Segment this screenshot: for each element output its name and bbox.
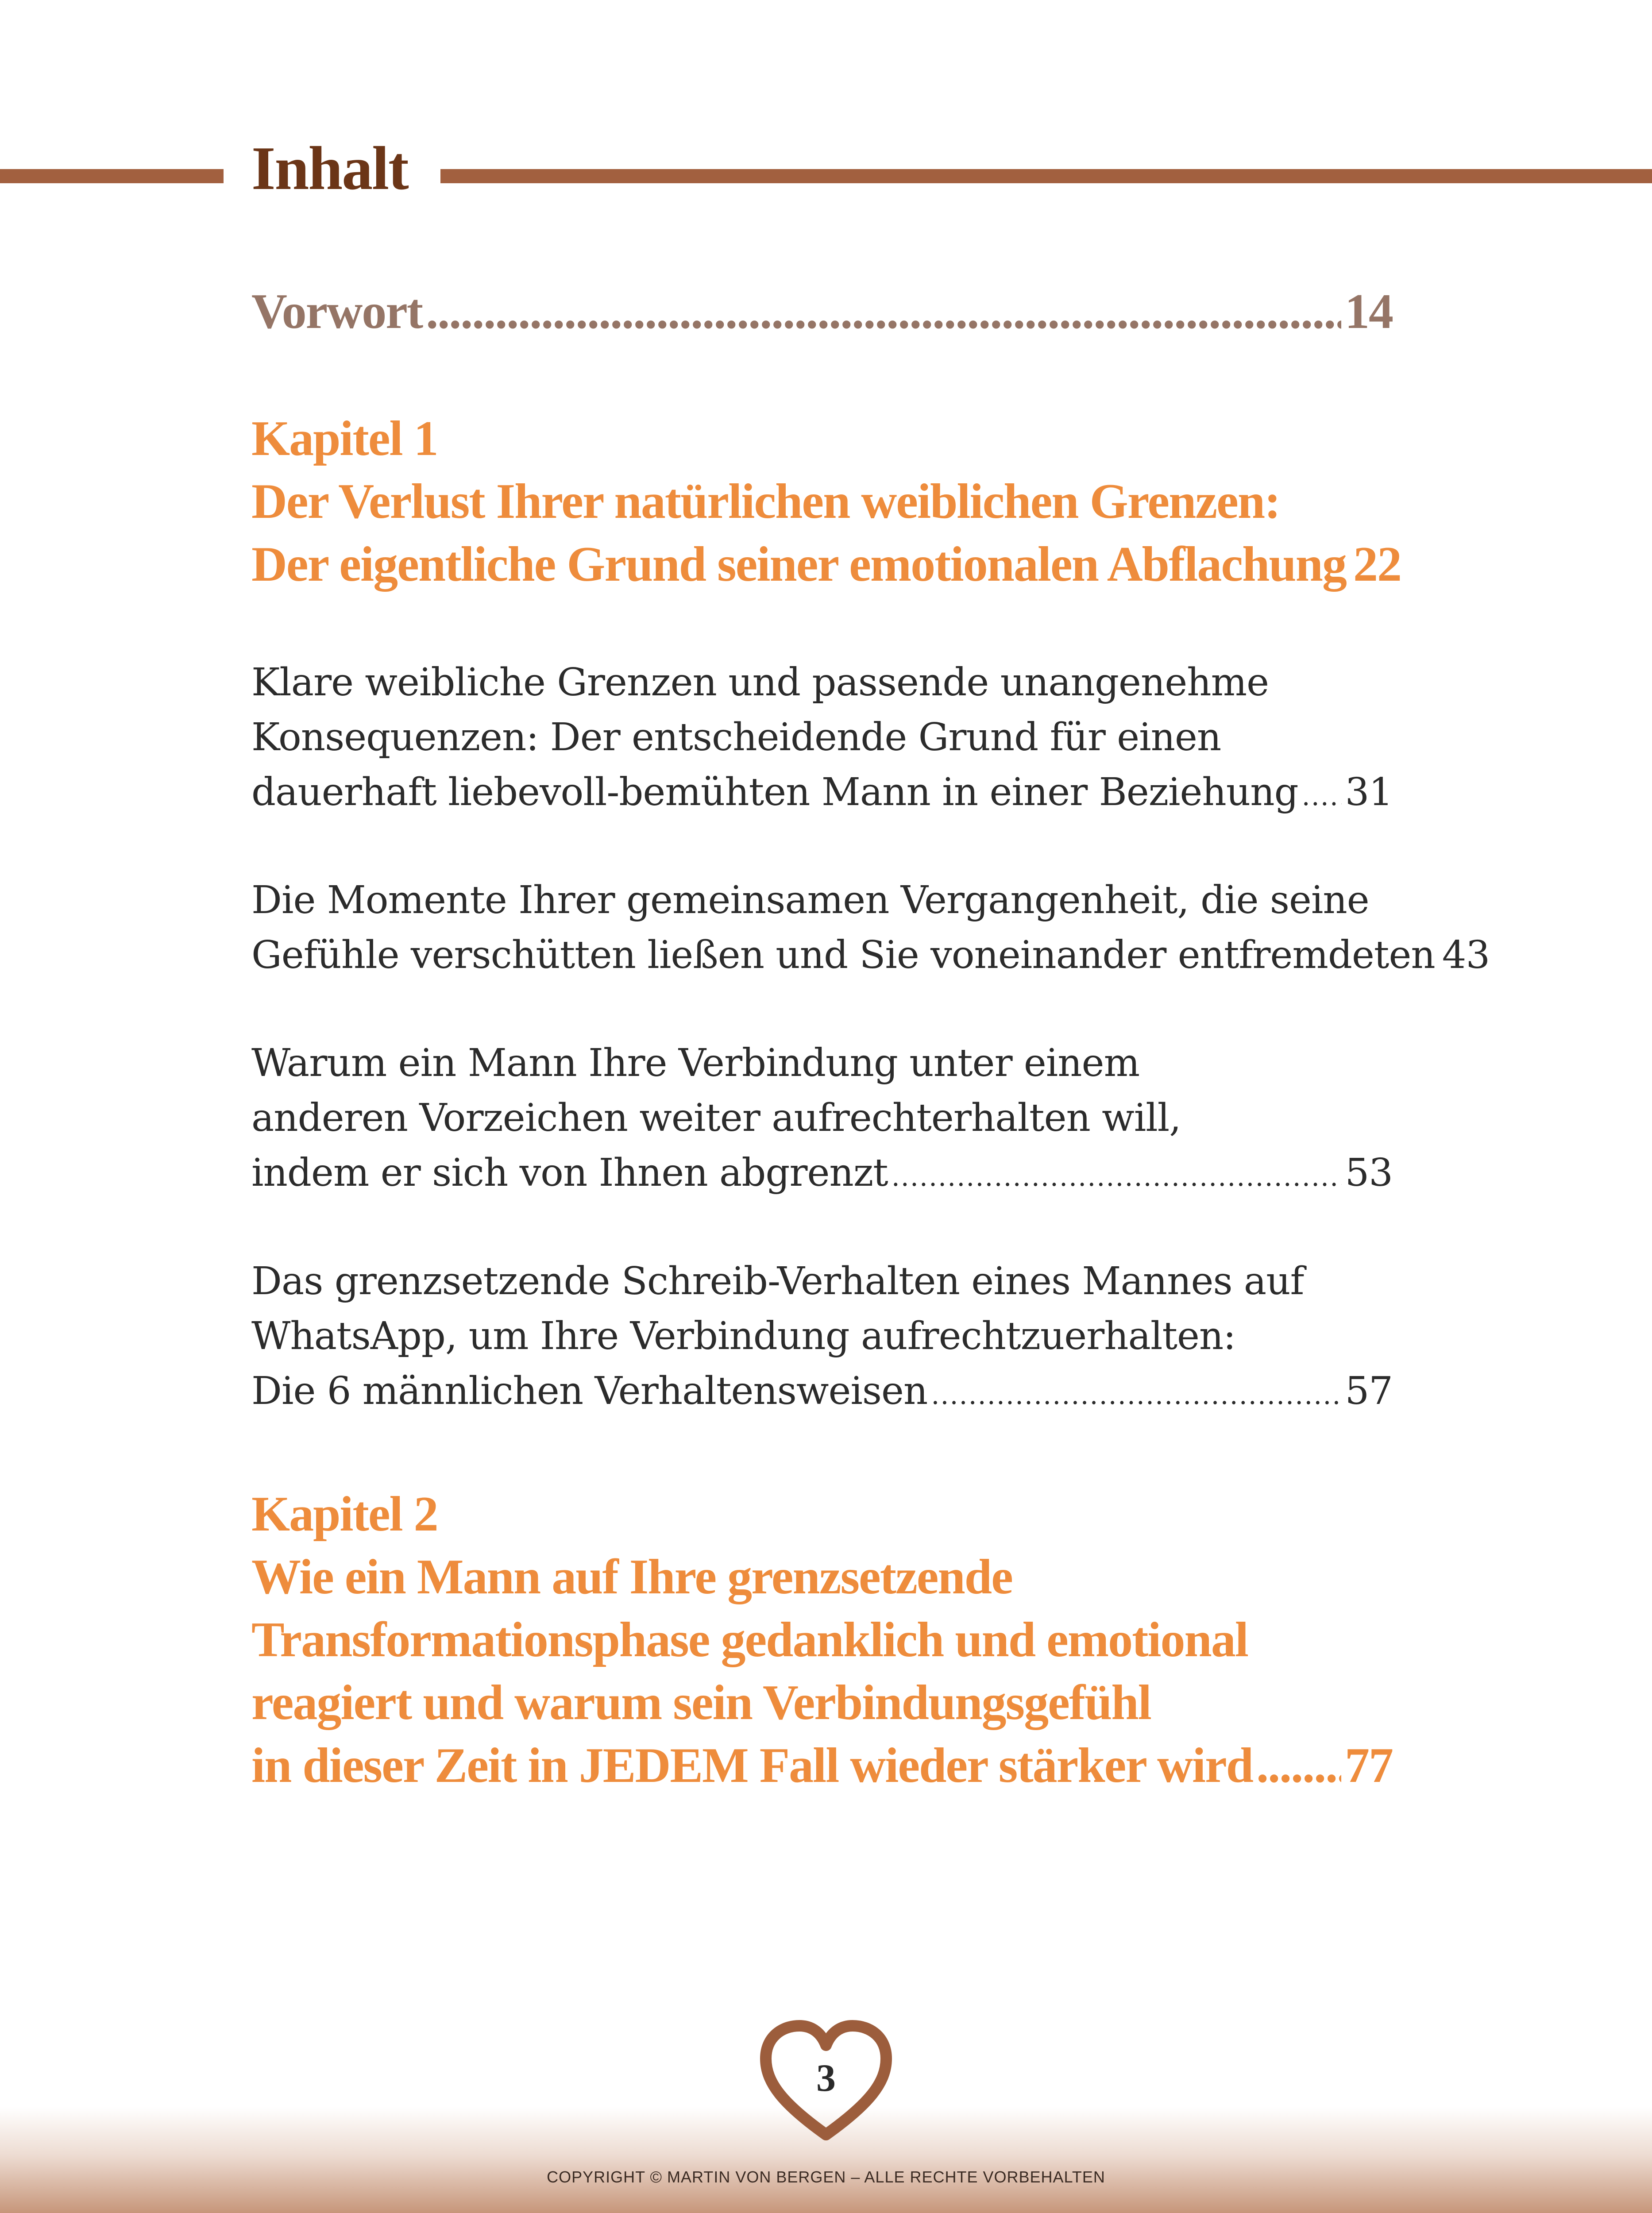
toc-page-number: 43 (1442, 933, 1490, 977)
toc-entry-line: Warum ein Mann Ihre Verbindung unter einem (251, 1041, 1140, 1085)
dot-leader (1256, 1734, 1341, 1797)
toc-entry-line: indem er sich von Ihnen abgrenzt (251, 1151, 888, 1195)
copyright-notice: COPYRIGHT © MARTIN VON BERGEN – ALLE RECHTE VORBEHALTEN (547, 2168, 1105, 2186)
page-number: 3 (816, 2057, 836, 2100)
toc-chapter-2[interactable] (251, 1483, 1393, 1797)
chapter-title-line: reagiert und warum sein Verbindungsgefühl (251, 1675, 1151, 1730)
toc-entry-line: anderen Vorzeichen weiter aufrechterhalten will, (251, 1096, 1181, 1140)
toc-entry-line: Die Momente Ihrer gemeinsamen Vergangenheit, die seine (251, 878, 1369, 922)
chapter-title-line: in dieser Zeit in JEDEM Fall wieder stärker wird (251, 1738, 1253, 1793)
toc-entry-line: dauerhaft liebevoll-bemühten Mann in einer Beziehung (251, 770, 1298, 814)
toc-entry-line: Konsequenzen: Der entscheidende Grund für einen (251, 715, 1221, 760)
heading-rule-left (0, 169, 224, 183)
toc-page-number: 57 (1345, 1369, 1393, 1413)
toc-chapter-1[interactable] (251, 407, 1401, 596)
dot-leader (931, 1368, 1341, 1423)
chapter-title-line: Der Verlust Ihrer natürlichen weiblichen Grenzen: (251, 474, 1280, 529)
toc-entry[interactable] (251, 873, 1490, 983)
toc-page-number: 22 (1353, 537, 1401, 592)
toc-page-number: 14 (1345, 284, 1393, 339)
toc-entry-vorwort[interactable] (251, 283, 1393, 340)
toc-entry-line: Gefühle verschütten ließen und Sie voneinander entfremdeten (251, 933, 1435, 977)
toc-entry-line: WhatsApp, um Ihre Verbindung aufrechtzuerhalten: (251, 1314, 1236, 1358)
chapter-label: Kapitel 2 (251, 1487, 438, 1542)
toc-entry-line: Klare weibliche Grenzen und passende unangenehme (251, 660, 1269, 705)
toc-entry[interactable] (251, 655, 1393, 820)
toc-page-number: 77 (1345, 1738, 1393, 1793)
chapter-title-line: Der eigentliche Grund seiner emotionalen Abflachung (251, 537, 1346, 592)
toc-page-number: 53 (1345, 1151, 1393, 1195)
toc-entry[interactable] (251, 1036, 1393, 1200)
chapter-title-line: Transformationsphase gedanklich und emotional (251, 1612, 1248, 1667)
dot-leader (892, 1149, 1342, 1204)
chapter-label: Kapitel 1 (251, 411, 438, 466)
heading-rule-right (440, 169, 1652, 183)
dot-leader (426, 283, 1341, 340)
page-title: Inhalt (251, 134, 408, 203)
chapter-title-line: Wie ein Mann auf Ihre grenzsetzende (251, 1550, 1012, 1604)
toc-entry-title: Vorwort (251, 284, 423, 339)
dot-leader (1302, 769, 1342, 824)
toc-page-number: 31 (1345, 770, 1393, 814)
toc-entry-line: Die 6 männlichen Verhaltensweisen (251, 1369, 928, 1413)
toc-entry-line: Das grenzsetzende Schreib-Verhalten eines Mannes auf (251, 1259, 1304, 1303)
toc-entry[interactable] (251, 1254, 1393, 1419)
